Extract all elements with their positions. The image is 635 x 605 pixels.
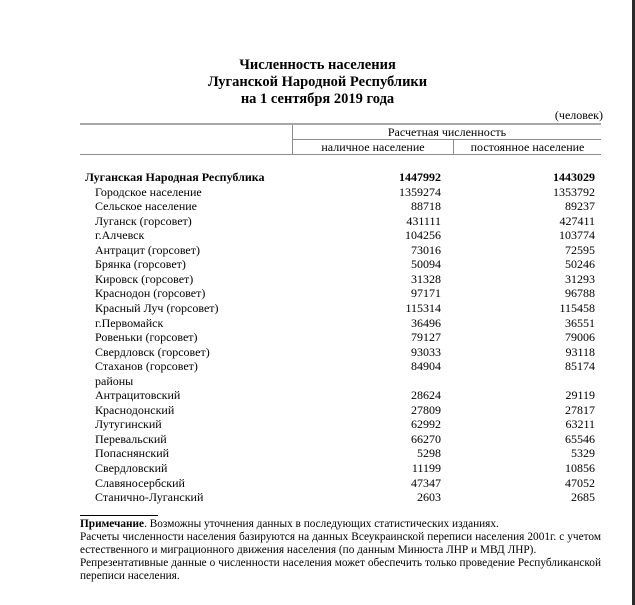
row-name: Городское население xyxy=(95,184,202,199)
table-row xyxy=(0,286,635,301)
value-permanent-population: 72595 xyxy=(565,242,595,257)
value-present-population: 1359274 xyxy=(399,184,441,199)
row-name: Свердловск (горсовет) xyxy=(95,344,210,359)
value-present-population: 66270 xyxy=(411,431,441,446)
table-row-total xyxy=(0,170,635,185)
footnote xyxy=(80,518,601,583)
table-row xyxy=(0,243,635,258)
row-name: Лутугинский xyxy=(95,417,162,432)
value-permanent-population: 93118 xyxy=(565,344,595,359)
value-permanent-population: 85174 xyxy=(565,359,595,374)
value-permanent-population: 96788 xyxy=(565,286,595,301)
table-row xyxy=(0,446,635,461)
row-name: г.Алчевск xyxy=(95,228,145,243)
row-name: Сельское население xyxy=(95,199,197,214)
value-permanent-population: 47052 xyxy=(565,475,595,490)
value-present-population: 11199 xyxy=(411,461,441,475)
header-col-permanent: постоянное население xyxy=(470,140,585,154)
value-permanent-population: 10856 xyxy=(565,461,595,475)
row-name: Ровеньки (горсовет) xyxy=(95,330,198,345)
table-row xyxy=(0,214,635,229)
row-name: Антрацитовский xyxy=(95,388,181,403)
value-present-population: 36496 xyxy=(411,315,441,330)
row-name: Луганск (горсовет) xyxy=(95,213,192,228)
footnote-paragraph-3: Репрезентативные данные о численности населения может обеспечить только проведение Республиканской переписи населения. xyxy=(80,557,601,582)
table-row xyxy=(0,228,635,243)
table-row xyxy=(0,403,635,418)
value-permanent-population: 427411 xyxy=(559,213,595,228)
value-permanent-population: 50246 xyxy=(565,257,595,272)
row-name: Попаснянский xyxy=(95,446,170,461)
document-title-line3: на 1 сентября 2019 года xyxy=(240,91,395,107)
row-name: районы xyxy=(95,373,134,388)
table-row xyxy=(0,330,635,345)
row-name: Кировск (горсовет) xyxy=(95,271,194,286)
document-title-line1: Численность населения xyxy=(239,57,396,73)
header-bottom-rule xyxy=(80,154,601,155)
table-row xyxy=(0,199,635,214)
value-present-population: 97171 xyxy=(411,286,441,301)
table-row xyxy=(0,476,635,491)
table-row xyxy=(0,316,635,331)
row-name: Луганская Народная Республика xyxy=(85,170,265,184)
value-permanent-population: 65546 xyxy=(565,431,595,446)
value-present-population: 431111 xyxy=(406,213,441,228)
row-name: Свердловский xyxy=(95,461,168,475)
table-row xyxy=(0,359,635,374)
table-row xyxy=(0,388,635,403)
value-present-population: 62992 xyxy=(411,417,441,432)
footnote-label: Примечание xyxy=(80,518,145,530)
value-present-population: 115314 xyxy=(405,300,441,315)
value-permanent-population: 103774 xyxy=(559,228,595,243)
row-name: Антрацит (горсовет) xyxy=(95,242,200,257)
table-row xyxy=(0,461,635,476)
value-permanent-population: 27817 xyxy=(565,402,595,417)
value-present-population: 27809 xyxy=(411,402,441,417)
table-row xyxy=(0,257,635,272)
value-present-population: 2603 xyxy=(417,490,441,505)
value-present-population: 5298 xyxy=(417,446,441,461)
units-label: (человек) xyxy=(554,108,603,122)
footnote-paragraph-2: Расчеты численности населения базируются на данных Всеукраинской переписи населения 2001г. с учетом естественного и миграционного движения населения (по данным Минюста ЛНР и МВД ЛНР). xyxy=(80,531,601,556)
row-name: Станично-Луганский xyxy=(95,490,204,505)
document-title-line2: Луганской Народной Республики xyxy=(207,74,428,90)
value-present-population: 93033 xyxy=(411,344,441,359)
value-present-population: 73016 xyxy=(411,242,441,257)
header-group-label: Расчетная численность xyxy=(387,125,507,139)
row-name: Перевальский xyxy=(95,431,167,446)
value-permanent-population: 115458 xyxy=(559,300,595,315)
value-present-population: 31328 xyxy=(411,271,441,286)
value-present-population: 79127 xyxy=(411,330,441,345)
row-name: Краснодонский xyxy=(95,402,175,417)
table-row xyxy=(0,417,635,432)
value-present-population: 50094 xyxy=(411,257,441,272)
value-permanent-population: 1443029 xyxy=(553,170,595,184)
value-present-population: 1447992 xyxy=(399,170,441,184)
value-permanent-population: 2685 xyxy=(571,490,595,505)
table-row xyxy=(0,374,635,389)
value-present-population: 47347 xyxy=(411,475,441,490)
header-col-present: наличное население xyxy=(321,140,425,154)
value-permanent-population: 89237 xyxy=(565,199,595,214)
row-name: Краснодон (горсовет) xyxy=(95,286,206,301)
value-present-population: 88718 xyxy=(411,199,441,214)
value-present-population: 84904 xyxy=(411,359,441,374)
value-permanent-population: 36551 xyxy=(565,315,595,330)
table-row xyxy=(0,490,635,505)
value-permanent-population: 79006 xyxy=(565,330,595,345)
table-row xyxy=(0,345,635,360)
value-present-population: 104256 xyxy=(405,228,441,243)
table-row xyxy=(0,185,635,200)
row-name: Славяносербский xyxy=(95,475,185,490)
footnote-rule xyxy=(80,515,158,516)
value-permanent-population: 1353792 xyxy=(553,184,595,199)
table-row xyxy=(0,272,635,287)
row-name: г.Первомайск xyxy=(95,315,164,330)
value-permanent-population: 29119 xyxy=(565,388,595,403)
value-permanent-population: 31293 xyxy=(565,271,595,286)
row-name: Брянка (горсовет) xyxy=(95,257,186,272)
table-row xyxy=(0,432,635,447)
row-name: Стаханов (горсовет) xyxy=(95,359,198,374)
value-present-population: 28624 xyxy=(411,388,441,403)
value-permanent-population: 5329 xyxy=(571,446,595,461)
footnote-line1: . Возможны уточнения данных в последующих статистических изданиях. xyxy=(144,518,499,530)
row-name: Красный Луч (горсовет) xyxy=(95,300,219,315)
value-permanent-population: 63211 xyxy=(565,417,595,432)
table-row xyxy=(0,301,635,316)
